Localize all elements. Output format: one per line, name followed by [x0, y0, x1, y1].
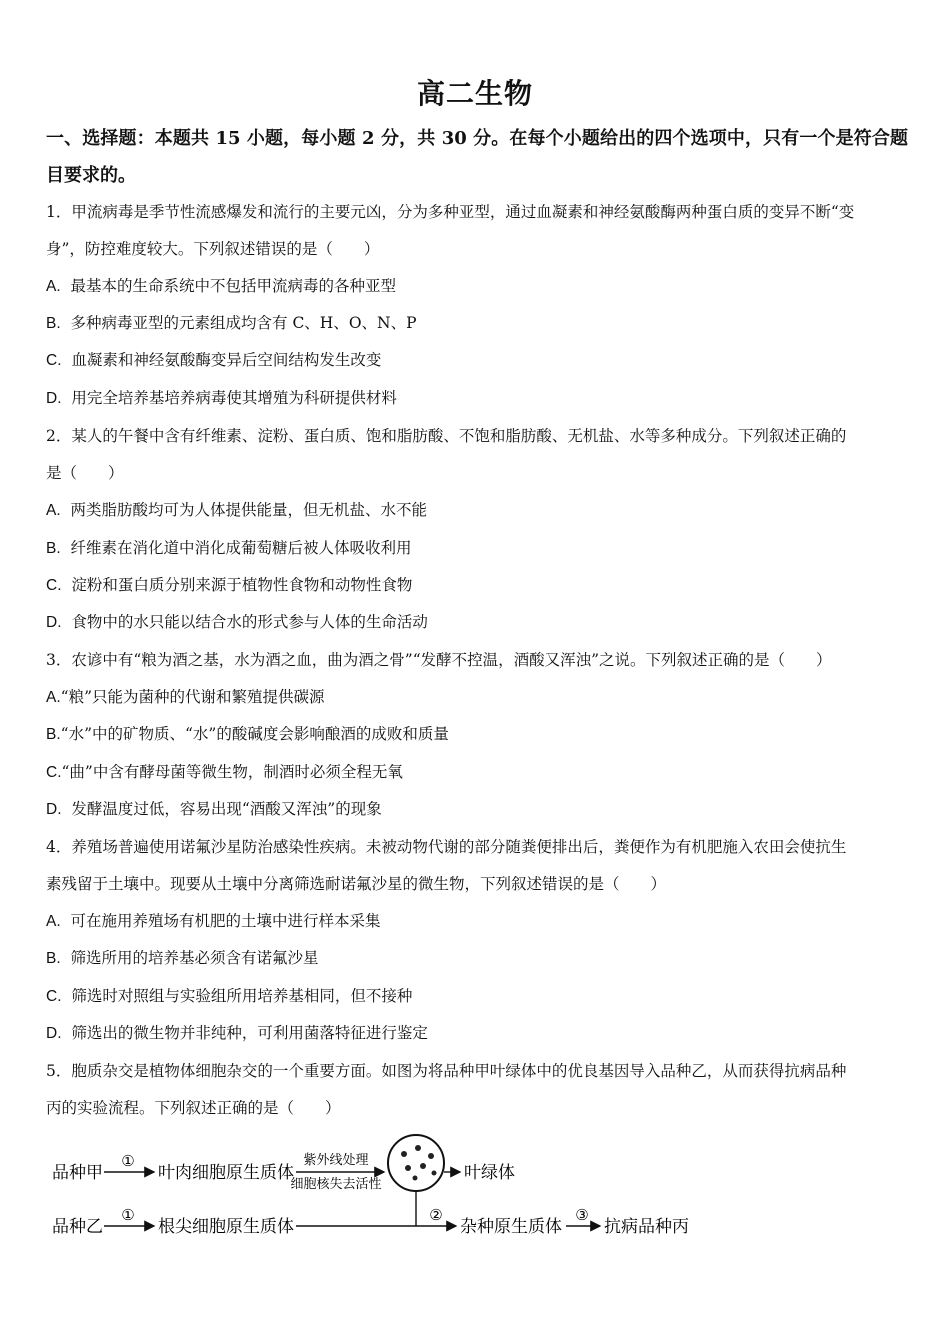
question-3-option-c: C.“曲”中含有酵母菌等微生物，制酒时必须全程无氧	[46, 763, 403, 781]
nucleus-inactivated-label: 细胞核失去活性	[290, 1177, 382, 1192]
mesophyll-protoplast-label: 叶肉细胞原生质体	[158, 1163, 294, 1183]
variety-a-label: 品种甲	[52, 1163, 103, 1183]
question-3-stem-line-1: 3．农谚中有“粮为酒之基，水为酒之血，曲为酒之骨”“发酵不控温，酒酸又浑浊”之说。下列叙述正确的是（ ）	[46, 651, 832, 669]
question-1-option-d: D. 用完全培养基培养病毒使其增殖为科研提供材料	[46, 389, 397, 407]
step2-label: ②	[429, 1206, 443, 1224]
question-4-option-a: A. 可在施用养殖场有机肥的土壤中进行样本采集	[46, 912, 381, 930]
question-3-option-d: D. 发酵温度过低，容易出现“酒酸又浑浊”的现象	[46, 800, 382, 818]
question-5-stem-line-1: 5．胞质杂交是植物体细胞杂交的一个重要方面。如图为将品种甲叶绿体中的优良基因导入品种乙，从而获得抗病品种	[46, 1062, 847, 1080]
question-2-stem-line-1: 2．某人的午餐中含有纤维素、淀粉、蛋白质、饱和脂肪酸、不饱和脂肪酸、无机盐、水等多种成分。下列叙述正确的	[46, 427, 847, 445]
question-4-option-c: C. 筛选时对照组与实验组所用培养基相同，但不接种	[46, 987, 413, 1005]
question-4-option-b: B. 筛选所用的培养基必须含有诺氟沙星	[46, 949, 319, 967]
question-1-option-a: A. 最基本的生命系统中不包括甲流病毒的各种亚型	[46, 277, 397, 295]
question-2-option-a: A. 两类脂肪酸均可为人体提供能量，但无机盐、水不能	[46, 501, 428, 519]
step1-row2-label: ①	[121, 1206, 135, 1224]
question-2-option-c: C. 淀粉和蛋白质分别来源于植物性食物和动物性食物	[46, 576, 413, 594]
resistant-variety-label: 抗病品种丙	[604, 1217, 689, 1237]
variety-b-label: 品种乙	[52, 1217, 103, 1237]
question-2-stem-line-2: 是（ ）	[46, 464, 124, 482]
chloroplast-dots	[401, 1145, 437, 1181]
question-3-option-a: A.“粮”只能为菌种的代谢和繁殖提供碳源	[46, 688, 325, 706]
question-2-option-b: B. 纤维素在消化道中消化成葡萄糖后被人体吸收利用	[46, 539, 412, 557]
question-4-stem-line-1: 4．养殖场普遍使用诺氟沙星防治感染性疾病。未被动物代谢的部分随粪便排出后，粪便作为有机肥施入农田会使抗生	[46, 838, 847, 856]
question-2-option-d: D. 食物中的水只能以结合水的形式参与人体的生命活动	[46, 613, 428, 631]
hybrid-protoplast-label: 杂种原生质体	[460, 1217, 562, 1237]
root-tip-protoplast-label: 根尖细胞原生质体	[158, 1217, 294, 1237]
uv-treatment-label: 紫外线处理	[303, 1153, 369, 1168]
step3-label: ③	[575, 1206, 589, 1224]
question-3-option-b: B.“水”中的矿物质、“水”的酸碱度会影响酿酒的成败和质量	[46, 725, 449, 743]
question-1-option-b: B. 多种病毒亚型的元素组成均含有 C、H、O、N、P	[46, 314, 417, 332]
section-heading: 一、选择题：本题共 15 小题，每小题 2 分，共 30 分。在每个小题给出的四个选项中，只有一个是符合题目要求的。	[46, 128, 908, 186]
question-4-option-d: D. 筛选出的微生物并非纯种，可利用菌落特征进行鉴定	[46, 1024, 428, 1042]
chloroplast-label: 叶绿体	[464, 1163, 515, 1183]
question-1-stem-line-1: 1．甲流病毒是季节性流感爆发和流行的主要元凶，分为多种亚型，通过血凝素和神经氨酸酶两种蛋白质的变异不断“变	[46, 203, 855, 221]
flow-diagram	[46, 1128, 746, 1258]
page-title: 高二生物	[416, 77, 533, 110]
question-1-option-c: C. 血凝素和神经氨酸酶变异后空间结构发生改变	[46, 351, 382, 369]
question-4-stem-line-2: 素残留于土壤中。现要从土壤中分离筛选耐诺氟沙星的微生物，下列叙述错误的是（ ）	[46, 875, 667, 893]
cell-circle	[388, 1135, 444, 1191]
step1-row1-label: ①	[121, 1152, 135, 1170]
question-1-stem-line-2: 身”，防控难度较大。下列叙述错误的是（ ）	[46, 240, 380, 258]
question-5-stem-line-2: 丙的实验流程。下列叙述正确的是（ ）	[46, 1099, 341, 1117]
